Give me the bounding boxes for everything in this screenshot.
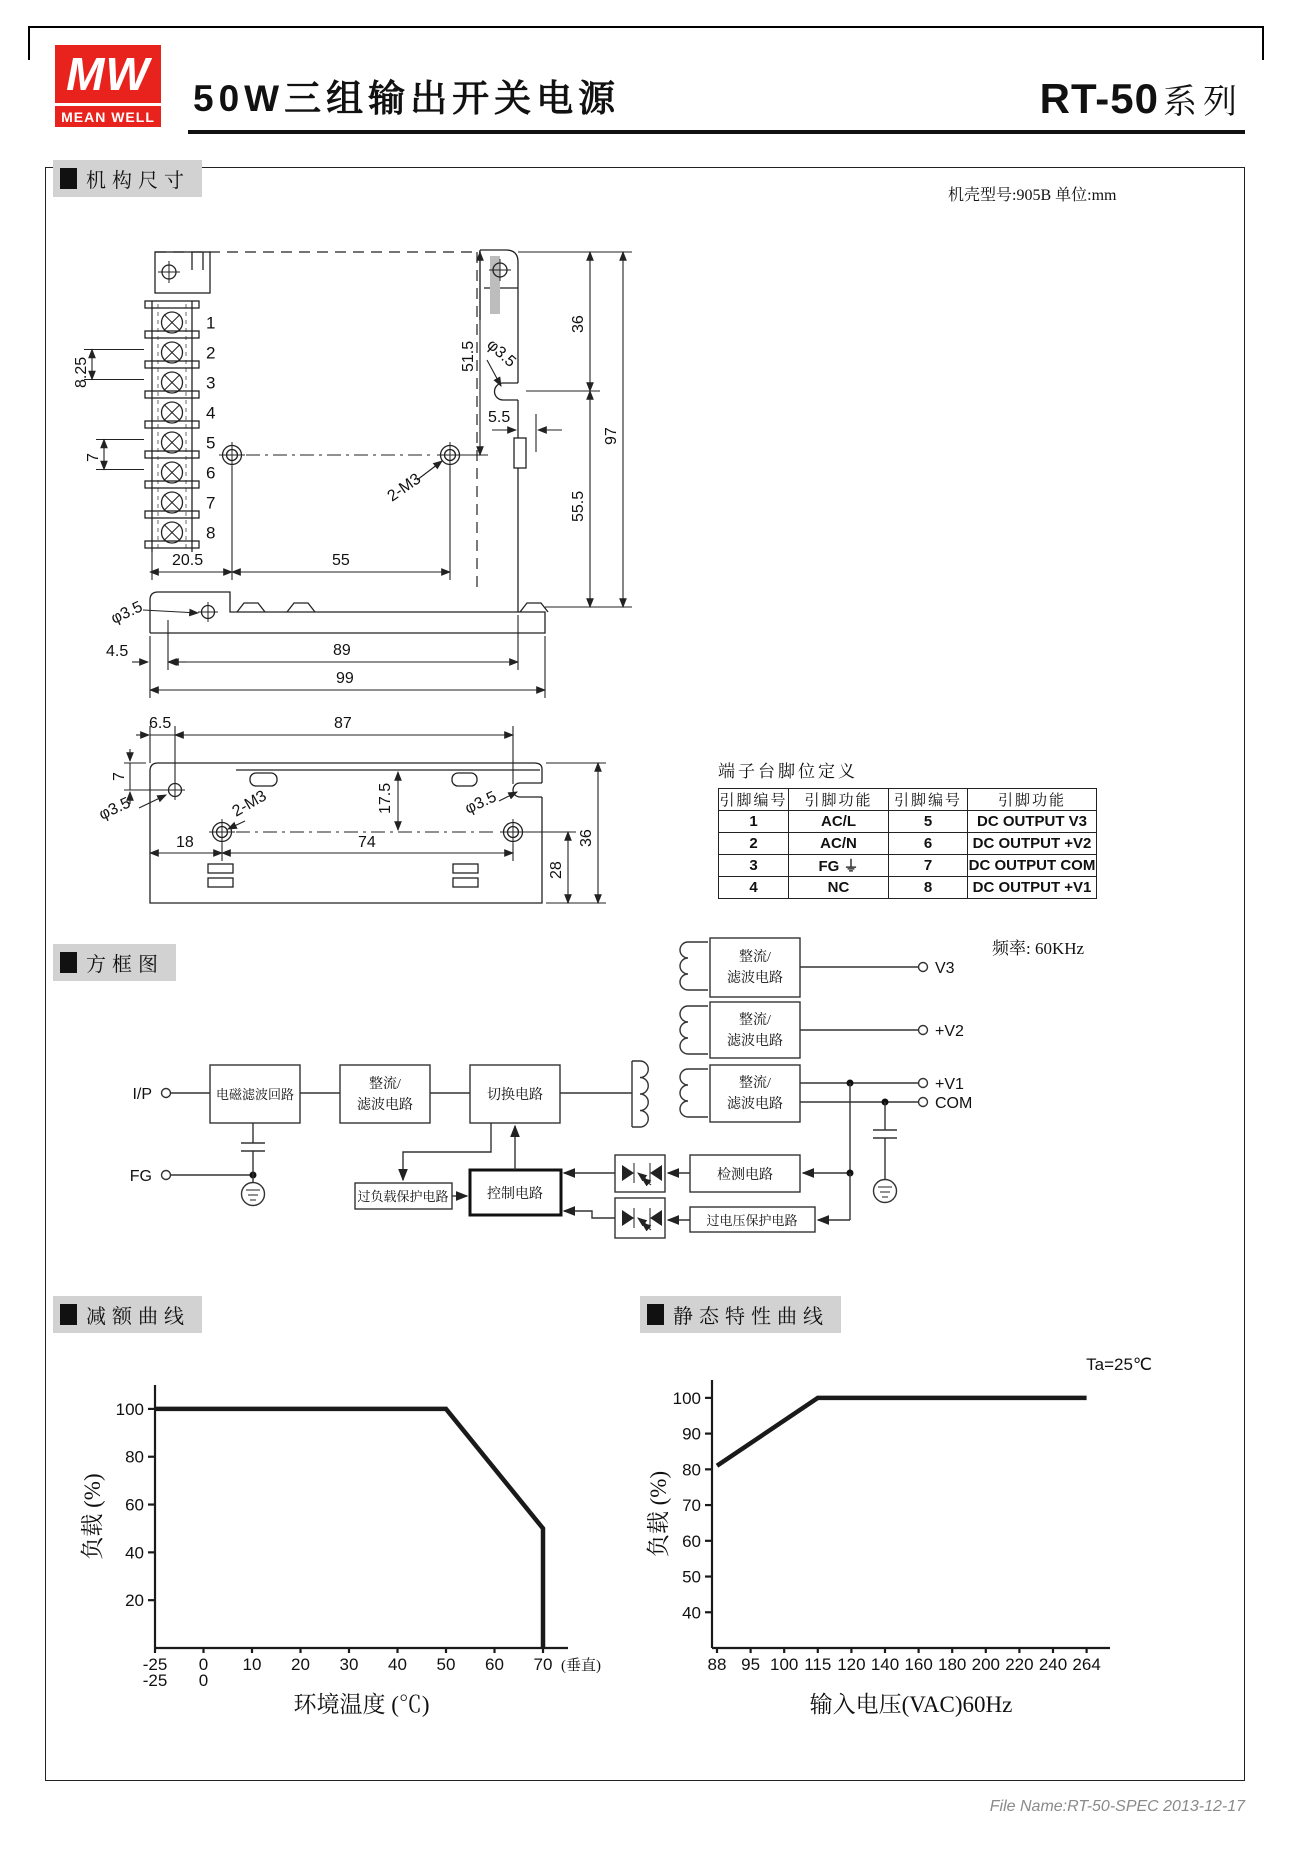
logo-mw-mark: MW	[55, 45, 161, 103]
x-sub-tick-label: 0	[198, 1671, 209, 1690]
section-marker-icon	[60, 168, 77, 189]
derating-chart	[60, 1350, 620, 1770]
series-suffix: 系列	[1163, 84, 1243, 121]
x-tick-label: 10	[242, 1655, 262, 1674]
pin-number: 7	[889, 855, 968, 877]
block-label: 过负载保护电路	[357, 1189, 449, 1204]
pin-function: AC/L	[789, 811, 889, 833]
terminal-number: 3	[206, 373, 216, 393]
section-header-mechanical	[53, 160, 202, 197]
pin-function: DC OUTPUT COM	[968, 855, 1097, 877]
y-tick-label: 60	[682, 1531, 701, 1551]
transformer-primary-winding	[640, 1061, 648, 1127]
earth-ground-icon	[242, 1183, 265, 1206]
pin-number: 4	[719, 877, 789, 899]
transformer-secondary-winding	[680, 942, 688, 990]
section-header-static-curve	[640, 1296, 841, 1333]
section-marker-icon	[647, 1304, 664, 1325]
dim-label: 97	[603, 427, 620, 445]
dim-label: φ3.5	[483, 336, 519, 371]
fg-terminal-label: FG	[129, 1168, 152, 1185]
y-tick-label: 70	[682, 1496, 701, 1516]
terminal-separator	[145, 421, 199, 428]
series-name	[1040, 74, 1243, 123]
pin-function: DC OUTPUT +V2	[968, 833, 1097, 855]
x-tick-label: 70	[533, 1655, 553, 1674]
y-tick-label: 60	[125, 1495, 144, 1515]
header-rule	[188, 130, 1245, 134]
dim-label: 7	[111, 772, 128, 781]
dim-label: 28	[548, 861, 565, 879]
x-tick-label: 0	[198, 1655, 209, 1674]
terminal-number: 2	[206, 343, 216, 363]
x-tick-label: 20	[291, 1655, 310, 1674]
block-label: 过电压保护电路	[706, 1213, 798, 1228]
x-tick-label: 115	[804, 1655, 832, 1674]
output-terminal-label: +V1	[935, 1076, 964, 1093]
block-label: 滤波电路	[357, 1098, 413, 1113]
y-axis-label: 负载 (%)	[80, 1473, 105, 1560]
dim-label: 6.5	[149, 715, 172, 732]
section-marker-icon	[60, 1304, 77, 1325]
dim-label: φ3.5	[96, 794, 134, 824]
dim-label: 36	[578, 829, 595, 847]
col-header: 引脚编号	[889, 789, 968, 811]
y-axis-label: 负载 (%)	[646, 1470, 671, 1558]
pin-number: 2	[719, 833, 789, 855]
block-diagram	[40, 930, 1200, 1260]
section-title: 减额曲线	[86, 1306, 190, 1328]
dim-label: φ3.5	[108, 598, 146, 628]
pin-number: 6	[889, 833, 968, 855]
dim-label: 18	[176, 834, 194, 851]
dim-label: 51.5	[460, 340, 477, 372]
dim-label: 55	[332, 552, 350, 569]
pin-function: NC	[789, 877, 889, 899]
dim-label: 17.5	[377, 782, 394, 814]
x-tick-label: 140	[870, 1655, 900, 1674]
transformer-secondary-winding	[680, 1069, 688, 1117]
terminal-separator	[145, 511, 199, 518]
y-tick-label: 90	[682, 1424, 701, 1444]
transformer-secondary-winding	[680, 1006, 688, 1054]
y-tick-label: 100	[672, 1388, 701, 1408]
chart-annotation: Ta=25℃	[1086, 1355, 1152, 1374]
col-header: 引脚功能	[789, 789, 889, 811]
x-axis-label: 环境温度 (℃)	[293, 1692, 430, 1717]
terminal-separator	[145, 361, 199, 368]
y-tick-label: 20	[125, 1591, 144, 1611]
data-curve	[155, 1409, 543, 1648]
pin-number: 8	[889, 877, 968, 899]
y-tick-label: 80	[125, 1447, 144, 1467]
dim-label: 20.5	[172, 552, 204, 569]
table-row	[719, 811, 1097, 833]
x-tick-label: 180	[938, 1655, 967, 1674]
section-title: 静态特性曲线	[673, 1306, 829, 1328]
dim-label: 8.25	[73, 356, 90, 388]
x-tick-label: 60	[485, 1655, 504, 1674]
block-label: 滤波电路	[727, 1097, 783, 1112]
table-row	[719, 855, 1097, 877]
page-edge-corner-left	[28, 26, 30, 60]
pin-table	[718, 757, 1097, 899]
frequency-note: 频率: 60KHz	[992, 939, 1085, 958]
table-header-row	[719, 789, 1097, 811]
x-tick-label: 220	[1005, 1655, 1034, 1674]
block-label: 切换电路	[487, 1088, 543, 1103]
terminal-separator	[145, 481, 199, 488]
col-header: 引脚功能	[968, 789, 1097, 811]
terminal-separator	[145, 331, 199, 338]
dim-label: 74	[358, 834, 376, 851]
series-code: RT-50	[1039, 75, 1159, 122]
y-tick-label: 40	[682, 1603, 701, 1623]
dim-label: 55.5	[570, 490, 587, 522]
y-tick-label: 40	[125, 1543, 144, 1563]
page-edge-corner-right	[1262, 26, 1264, 60]
pin-number: 3	[719, 855, 789, 877]
y-tick-label: 100	[115, 1399, 144, 1419]
x-tick-label: 40	[388, 1655, 407, 1674]
y-tick-label: 50	[682, 1567, 701, 1587]
terminal-separator	[145, 301, 199, 308]
dim-label: 2-M3	[384, 470, 425, 506]
page-title: 50W三组输出开关电源	[193, 78, 621, 119]
terminal-block	[145, 301, 215, 548]
terminal-number: 8	[206, 523, 216, 543]
output-terminal-label: COM	[935, 1095, 973, 1112]
dim-label: 5.5	[488, 409, 511, 426]
dim-label: 87	[334, 715, 352, 732]
pin-function: DC OUTPUT +V1	[968, 877, 1097, 899]
static-characteristic-chart	[630, 1350, 1210, 1770]
pin-table-title: 端子台脚位定义	[718, 762, 858, 781]
x-axis-label: 输入电压(VAC)60Hz	[809, 1692, 1013, 1717]
x-tick-label: 88	[707, 1655, 727, 1674]
section-header-derating-curve	[53, 1296, 202, 1333]
block-label: 检测电路	[717, 1168, 773, 1183]
case-type-note: 机壳型号:905B 单位:mm	[948, 187, 1117, 204]
terminal-separator	[145, 451, 199, 458]
x-tick-label: 200	[971, 1655, 1000, 1674]
dim-label: 89	[333, 642, 351, 659]
x-sub-tick-label: -25	[142, 1671, 168, 1690]
pin-number: 1	[719, 811, 789, 833]
block-label: 整流/	[739, 950, 771, 965]
x-tick-label: 100	[770, 1655, 799, 1674]
output-terminal-label: V3	[935, 960, 955, 977]
terminal-separator	[145, 391, 199, 398]
logo-brand-name: MEAN WELL	[55, 106, 161, 127]
block-label: 整流/	[739, 1076, 771, 1091]
file-name-note: File Name:RT-50-SPEC 2013-12-17	[989, 1798, 1245, 1815]
terminal-separator	[145, 541, 199, 548]
block-label: 整流/	[739, 1013, 771, 1028]
dim-label: 7	[85, 453, 102, 462]
dim-label: φ3.5	[462, 788, 500, 818]
terminal-number: 4	[206, 403, 216, 423]
pin-number: 5	[889, 811, 968, 833]
block-label: 控制电路	[487, 1187, 543, 1202]
data-curve	[717, 1398, 1087, 1466]
dim-label: 99	[336, 670, 354, 687]
meanwell-logo	[55, 45, 161, 127]
input-terminal-label: I/P	[132, 1086, 152, 1103]
pin-function: FG ⏚	[789, 855, 889, 877]
block-label: 电磁滤波回路	[215, 1087, 295, 1102]
dim-label: 4.5	[106, 643, 129, 660]
x-tick-label: 120	[837, 1655, 866, 1674]
terminal-number: 7	[206, 493, 216, 513]
pin-function: DC OUTPUT V3	[968, 811, 1097, 833]
block-label: 整流/	[369, 1077, 401, 1092]
earth-ground-icon	[874, 1180, 897, 1203]
dim-label: 36	[570, 315, 587, 333]
x-tick-label: 50	[436, 1655, 456, 1674]
pin-function: AC/N	[789, 833, 889, 855]
x-tick-label: 30	[339, 1655, 359, 1674]
table-row	[719, 833, 1097, 855]
page-edge-line	[28, 26, 1264, 28]
block-label: 滤波电路	[727, 1034, 783, 1049]
y-tick-label: 80	[682, 1460, 701, 1480]
section-title: 机构尺寸	[86, 170, 190, 192]
terminal-number: 6	[206, 463, 216, 483]
dim-label: 2-M3	[229, 787, 270, 821]
x-tick-label: 160	[904, 1655, 933, 1674]
col-header: 引脚编号	[719, 789, 789, 811]
x-axis-note: (垂直)	[561, 1658, 601, 1674]
x-tick-label: 95	[741, 1655, 761, 1674]
block-label: 滤波电路	[727, 971, 783, 986]
table-row	[719, 877, 1097, 899]
terminal-number: 5	[206, 433, 216, 453]
x-tick-label: 264	[1072, 1655, 1101, 1674]
output-terminal-label: +V2	[935, 1023, 964, 1040]
x-tick-label: 240	[1038, 1655, 1068, 1674]
section-title: 方框图	[86, 954, 164, 976]
terminal-number: 1	[206, 313, 216, 333]
x-tick-label: -25	[142, 1655, 168, 1674]
